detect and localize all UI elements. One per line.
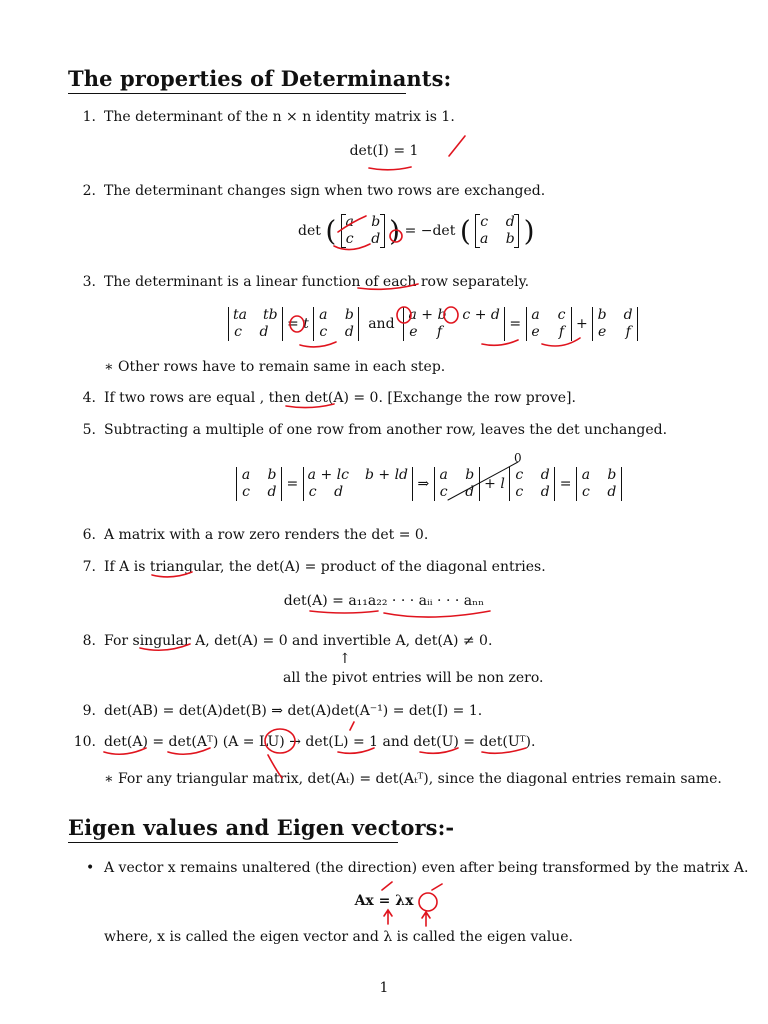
arrow-stroke	[432, 884, 442, 890]
item-number: 6.	[82, 527, 96, 543]
item-text: The determinant of the n × n identity matrix is 1.	[104, 109, 455, 125]
title-underline	[68, 93, 406, 94]
item-number: 1.	[82, 109, 96, 125]
svg-text:0: 0	[514, 451, 522, 465]
item-number: 4.	[82, 390, 96, 406]
underline-stroke	[369, 167, 411, 170]
item-text: det(A) = det(Aᵀ) (A = LU) → det(L) = 1 and det(U) = det(Uᵀ).	[104, 734, 536, 750]
item-text: det(AB) = det(A)det(B) ⇒ det(A)det(A⁻¹) = det(I) = 1.	[104, 703, 483, 719]
note-other-rows: ∗ Other rows have to remain same in each step.	[104, 359, 446, 375]
section-title-determinants: The properties of Determinants:	[68, 66, 452, 91]
bullet-icon: •	[86, 860, 95, 876]
det-label: det	[298, 223, 321, 239]
item-text: A matrix with a row zero renders the det = 0.	[104, 527, 429, 543]
matrix-ab-cd: a b c d	[341, 214, 385, 248]
item-number: 10.	[73, 734, 96, 750]
eigen-text: A vector x remains unaltered (the direction) even after being transformed by the matrix A.	[104, 860, 749, 876]
tick-stroke	[350, 722, 354, 730]
arrow-stroke	[384, 910, 392, 924]
arrow-stroke	[382, 882, 392, 890]
equation-linearity: ta tb c d = t a b c d and a + b c + d e f = a c e f + b d e f	[228, 307, 638, 341]
item-number: 3.	[82, 274, 96, 290]
item-number: 7.	[82, 559, 96, 575]
eigen-where: where, x is called the eigen vector and λ is called the eigen value.	[104, 929, 573, 945]
up-arrow: ↑	[339, 651, 351, 667]
title-underline	[68, 842, 398, 843]
equation-identity: det(I) = 1	[349, 143, 419, 159]
item-text: The determinant is a linear function of each row separately.	[104, 274, 530, 290]
equation-triangular: det(A) = a₁₁a₂₂ · · · aᵢᵢ · · · aₙₙ	[283, 593, 485, 609]
matrix-cd-ab: c d a b	[475, 214, 519, 248]
equation-row-swap: det ( a b c d ) = −det ( c d a b )	[298, 214, 535, 248]
item-text: If A is triangular, the det(A) = product of the diagonal entries.	[104, 559, 546, 575]
note-pivot: all the pivot entries will be non zero.	[283, 670, 544, 686]
item-text: Subtracting a multiple of one row from another row, leaves the det unchanged.	[104, 422, 668, 438]
item-text: If two rows are equal , then det(A) = 0. [Exchange the row prove].	[104, 390, 576, 406]
page-number: 1	[379, 980, 389, 996]
item-text: For singular A, det(A) = 0 and invertible A, det(A) ≠ 0.	[104, 633, 493, 649]
item-number: 2.	[82, 183, 96, 199]
negative-det-label: = −det	[404, 223, 456, 239]
underline-stroke	[384, 611, 490, 617]
underline-stroke	[300, 342, 336, 347]
note-triangular: ∗ For any triangular matrix, det(Aₜ) = det(Aₜᵀ), since the diagonal entries remain same.	[104, 771, 722, 787]
item-number: 9.	[82, 703, 96, 719]
equation-eigen: Ax = λx	[354, 893, 414, 909]
underline-stroke	[310, 611, 378, 613]
section-title-eigen: Eigen values and Eigen vectors:-	[68, 815, 455, 840]
item-number: 5.	[82, 422, 96, 438]
equation-row-subtract: a b c d = a + lc b + ld c d ⇒ a b c d + l c d c d = a b c d	[236, 467, 622, 501]
item-text: The determinant changes sign when two rows are exchanged.	[104, 183, 546, 199]
item-number: 8.	[82, 633, 96, 649]
arrow-stroke	[422, 912, 430, 926]
